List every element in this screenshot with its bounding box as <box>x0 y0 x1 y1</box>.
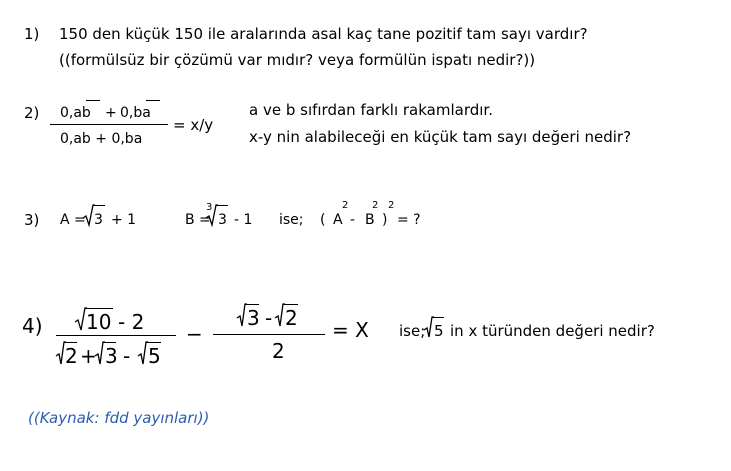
q3-a-radicand: 3 <box>94 212 103 228</box>
q4-f1-num-rest: - 2 <box>118 310 145 334</box>
q4-f2-num-radical-bar-2 <box>283 304 298 305</box>
q4-f1-den-radical-bar-3 <box>146 342 161 343</box>
q4-number: 4) <box>22 314 43 338</box>
q1-text: 150 den küçük 150 ile aralarında asal kaç tane pozitif tam sayı vardır? <box>59 25 588 43</box>
q2-number: 2) <box>24 104 40 122</box>
q4-f1-den-minus: - <box>123 344 131 368</box>
q4-ise-rest: in x türünden değeri nedir? <box>450 322 655 340</box>
q4-equals: = X <box>332 318 369 342</box>
q2-overline-ba <box>146 100 160 101</box>
q4-f1-den-plus: + <box>80 344 97 368</box>
q3-b-rest: - 1 <box>234 212 253 228</box>
sqrt-icon <box>424 317 434 339</box>
q3-minus: - <box>350 212 356 228</box>
q2-numerator-ba: 0,ba <box>120 105 151 121</box>
source-citation: ((Kaynak: fdd yayınları)) <box>28 409 210 427</box>
q4-f1-den-radical-bar-1 <box>64 342 77 343</box>
sqrt-icon <box>237 304 247 328</box>
q3-a-label: A = <box>60 212 86 228</box>
sqrt-icon <box>275 304 285 328</box>
q3-close-paren: ) <box>382 212 388 228</box>
q2-numerator-ab: 0,ab <box>60 105 91 121</box>
q4-f2-num-radicand-1: 3 <box>247 306 260 330</box>
q3-exp-outer: 2 <box>388 200 395 211</box>
q3-exp-a: 2 <box>342 200 349 211</box>
q4-f1-den-radicand-3: 5 <box>148 344 161 368</box>
q4-ise-radicand: 5 <box>434 322 444 340</box>
q4-ise: ise; <box>399 322 426 340</box>
q3-open-paren: ( <box>320 212 326 228</box>
q2-overline-ab <box>86 100 100 101</box>
q3-b-root-index: 3 <box>206 202 213 213</box>
q4-f1-fraction-bar <box>56 335 176 336</box>
q3-b-label: B = <box>185 212 211 228</box>
sqrt-icon <box>138 342 148 366</box>
q2-numerator-plus: + <box>105 105 117 121</box>
q4-f2-num-minus: - <box>265 306 273 330</box>
q4-f1-den-radicand-2: 3 <box>105 344 118 368</box>
q3-var-b: B <box>365 212 375 228</box>
q2-note-2: x-y nin alabileceği en küçük tam sayı değeri nedir? <box>249 128 632 146</box>
q3-b-radicand: 3 <box>218 212 227 228</box>
q3-var-a: A <box>333 212 343 228</box>
q3-tail: = ? <box>397 212 421 228</box>
q4-ise-radical-bar <box>432 317 444 318</box>
q2-fraction-bar <box>50 124 168 125</box>
q3-a-radical-bar <box>93 205 105 206</box>
q4-f1-num-radical-bar <box>85 308 113 309</box>
q3-b-radical-bar <box>216 205 228 206</box>
sqrt-icon <box>95 342 105 366</box>
q4-f2-num-radicand-2: 2 <box>285 306 298 330</box>
q4-f1-den-radical-bar-2 <box>103 342 116 343</box>
q4-f1-num-radicand: 10 <box>86 310 112 334</box>
q3-a-rest: + 1 <box>111 212 137 228</box>
q1-number: 1) <box>24 25 40 43</box>
q3-ise: ise; <box>279 212 304 228</box>
q2-denominator: 0,ab + 0,ba <box>60 131 143 147</box>
q3-number: 3) <box>24 211 40 229</box>
q4-f2-num-radical-bar-1 <box>245 304 259 305</box>
q4-f2-fraction-bar <box>213 334 325 335</box>
q1-subtext: ((formülsüz bir çözümü var mıdır? veya formülün ispatı nedir?)) <box>59 51 536 69</box>
cube-root-icon <box>206 202 218 227</box>
q2-equals: = x/y <box>173 116 214 134</box>
q2-note-1: a ve b sıfırdan farklı rakamlardır. <box>249 101 493 119</box>
q3-exp-b: 2 <box>372 200 379 211</box>
q4-minus-between: − <box>186 322 203 346</box>
q4-f1-den-radicand-1: 2 <box>65 344 78 368</box>
q4-f2-denominator: 2 <box>272 339 285 363</box>
